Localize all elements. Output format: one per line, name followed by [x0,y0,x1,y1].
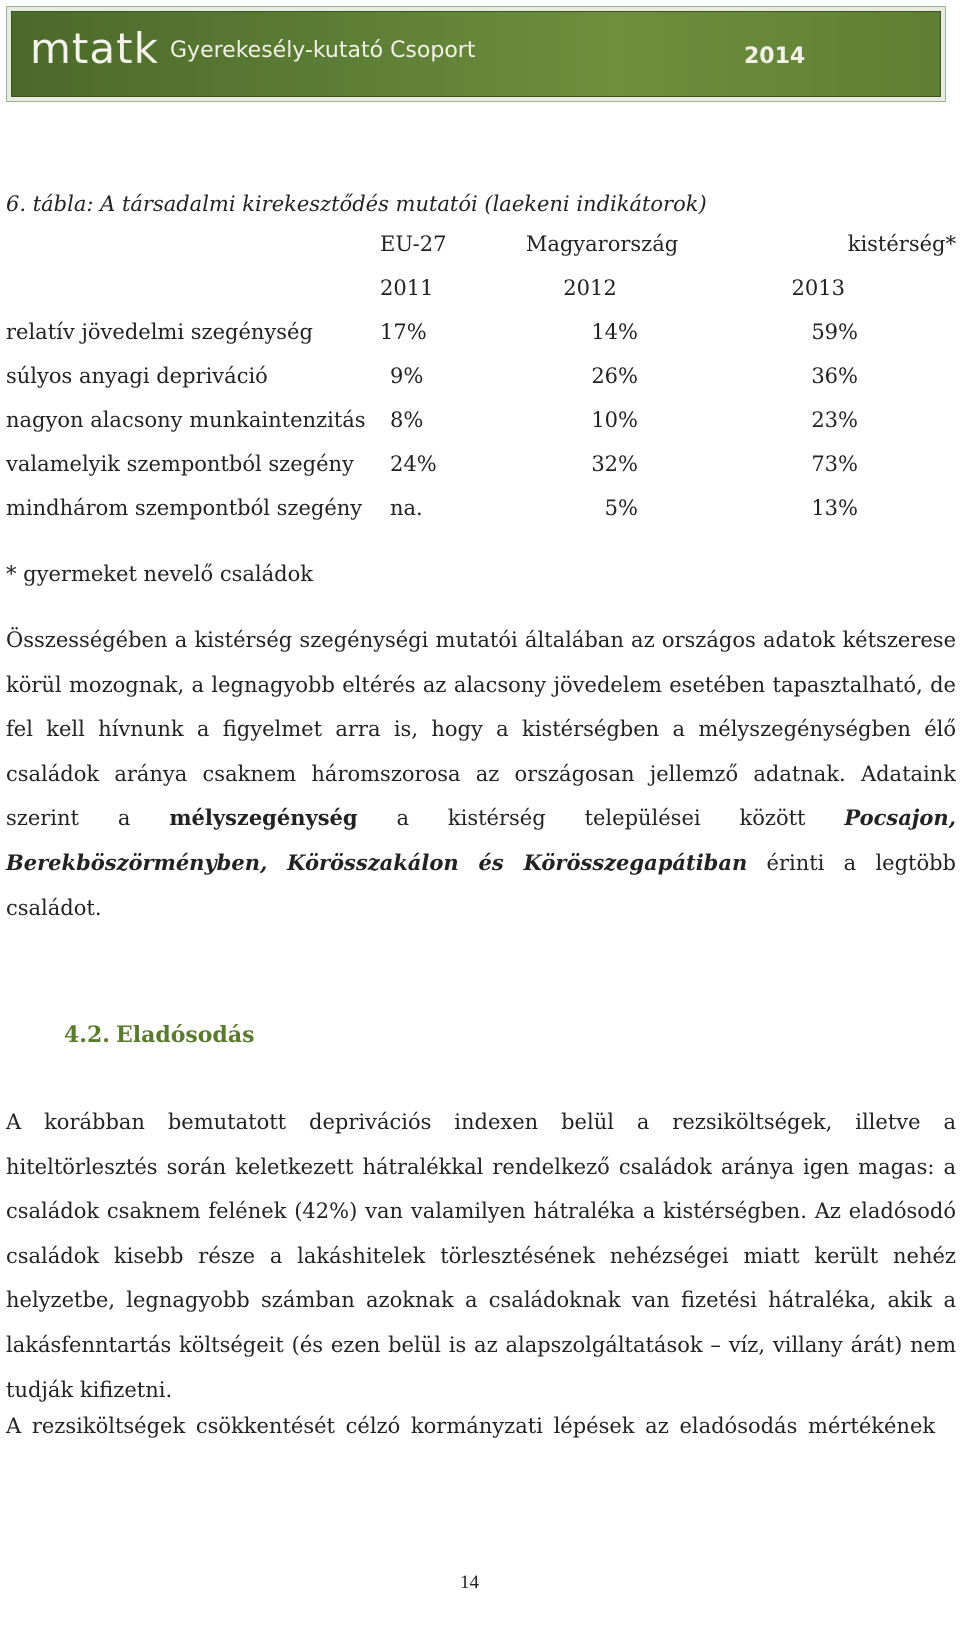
header-banner [6,6,946,102]
indicators-table [0,232,960,540]
cell-region: 13% [811,496,858,520]
paragraph-text: érinti a legtöbb családot. [6,850,956,920]
row-label: relatív jövedelmi szegénység [6,320,313,344]
row-label: súlyos anyagi depriváció [6,364,268,388]
column-header-eu: EU-27 [380,232,447,256]
cell-eu: 9% [390,364,424,388]
research-group-name: Gyerekesély-kutató Csoport [170,38,476,63]
cell-hungary: 26% [591,364,638,388]
header-year: 2014 [744,44,806,69]
cell-region: 59% [811,320,858,344]
cell-hungary: 14% [591,320,638,344]
row-label: mindhárom szempontból szegény [6,496,363,520]
summary-paragraph [6,618,956,930]
row-label: nagyon alacsony munkaintenzitás [6,408,366,432]
debt-paragraph: A korábban bemutatott deprivációs indexen belül a rezsiköltségek, illetve a hiteltörlesztés során keletkezett hátralékkal rendelkező családok aránya igen magas: a családok csaknem felének (42%) van valamilyen hátraléka a kistérségben. Az eladósodó családok kisebb része a lakáshitelek törlesztésének nehézségei miatt került nehéz helyzetbe, legnagyobb számban azoknak a családoknak van fizetési hátraléka, akik a lakásfenntartás költségeit (és ezen belül is az alapszolgáltatások – víz, villany árát) nem tudják kifizetni. [6,1110,956,1402]
table-header-row [0,232,960,276]
table-footnote: * gyermeket nevelő családok [6,562,313,586]
cell-region: 36% [811,364,858,388]
cell-hungary: 5% [604,496,638,520]
year-region: 2013 [791,276,845,300]
continuation-paragraph: A rezsiköltségek csökkentését célzó kormányzati lépések az eladósodás mértékének [6,1414,936,1438]
paragraph-text: Összességében a kistérség szegénységi mutatói általában az országos adatok kétszerese körül mozognak, a legnagyobb eltérés az alacsony jövedelem esetében tapasztalható, de fel kell hívnunk a figyelmet arra is, hogy a kistérségben a mélyszegénységben élő családok aránya csaknem háromszorosa az országosan jellemző adatnak. Adataink szerint a [6,628,956,831]
cell-eu: 8% [390,408,424,432]
banner-background [11,11,941,97]
section-title: Eladósodás [115,1022,255,1048]
column-header-hungary: Magyarország [525,232,679,256]
section-heading [64,1022,254,1048]
table-row [0,408,960,452]
table-row [0,452,960,496]
cell-hungary: 32% [591,452,638,476]
cell-region: 73% [811,452,858,476]
table-row [0,320,960,364]
page-number: 14 [460,1572,479,1593]
paragraph-text: a kistérség települései között [357,806,845,831]
year-eu: 2011 [380,276,434,300]
row-label: valamelyik szempontból szegény [6,452,354,476]
cell-region: 23% [811,408,858,432]
cell-eu: 24% [390,452,437,476]
mtatk-logo: mtatk [30,24,159,73]
cell-hungary: 10% [591,408,638,432]
column-header-region: kistérség* [847,232,956,256]
cell-eu: na. [390,496,423,520]
table-caption: 6. tábla: A társadalmi kirekesztődés mutatói (laekeni indikátorok) [6,192,707,216]
emphasis-settlements: Pocsajon, Berekböszörményben, Körösszakálon és Körösszegapátiban [6,805,956,875]
cell-eu: 17% [380,320,427,344]
table-year-row [0,276,960,320]
emphasis-deep-poverty: mélyszegénység [169,805,358,831]
section-number: 4.2. [64,1022,110,1048]
table-row [0,496,960,540]
table-row [0,364,960,408]
year-hungary: 2012 [563,276,617,300]
